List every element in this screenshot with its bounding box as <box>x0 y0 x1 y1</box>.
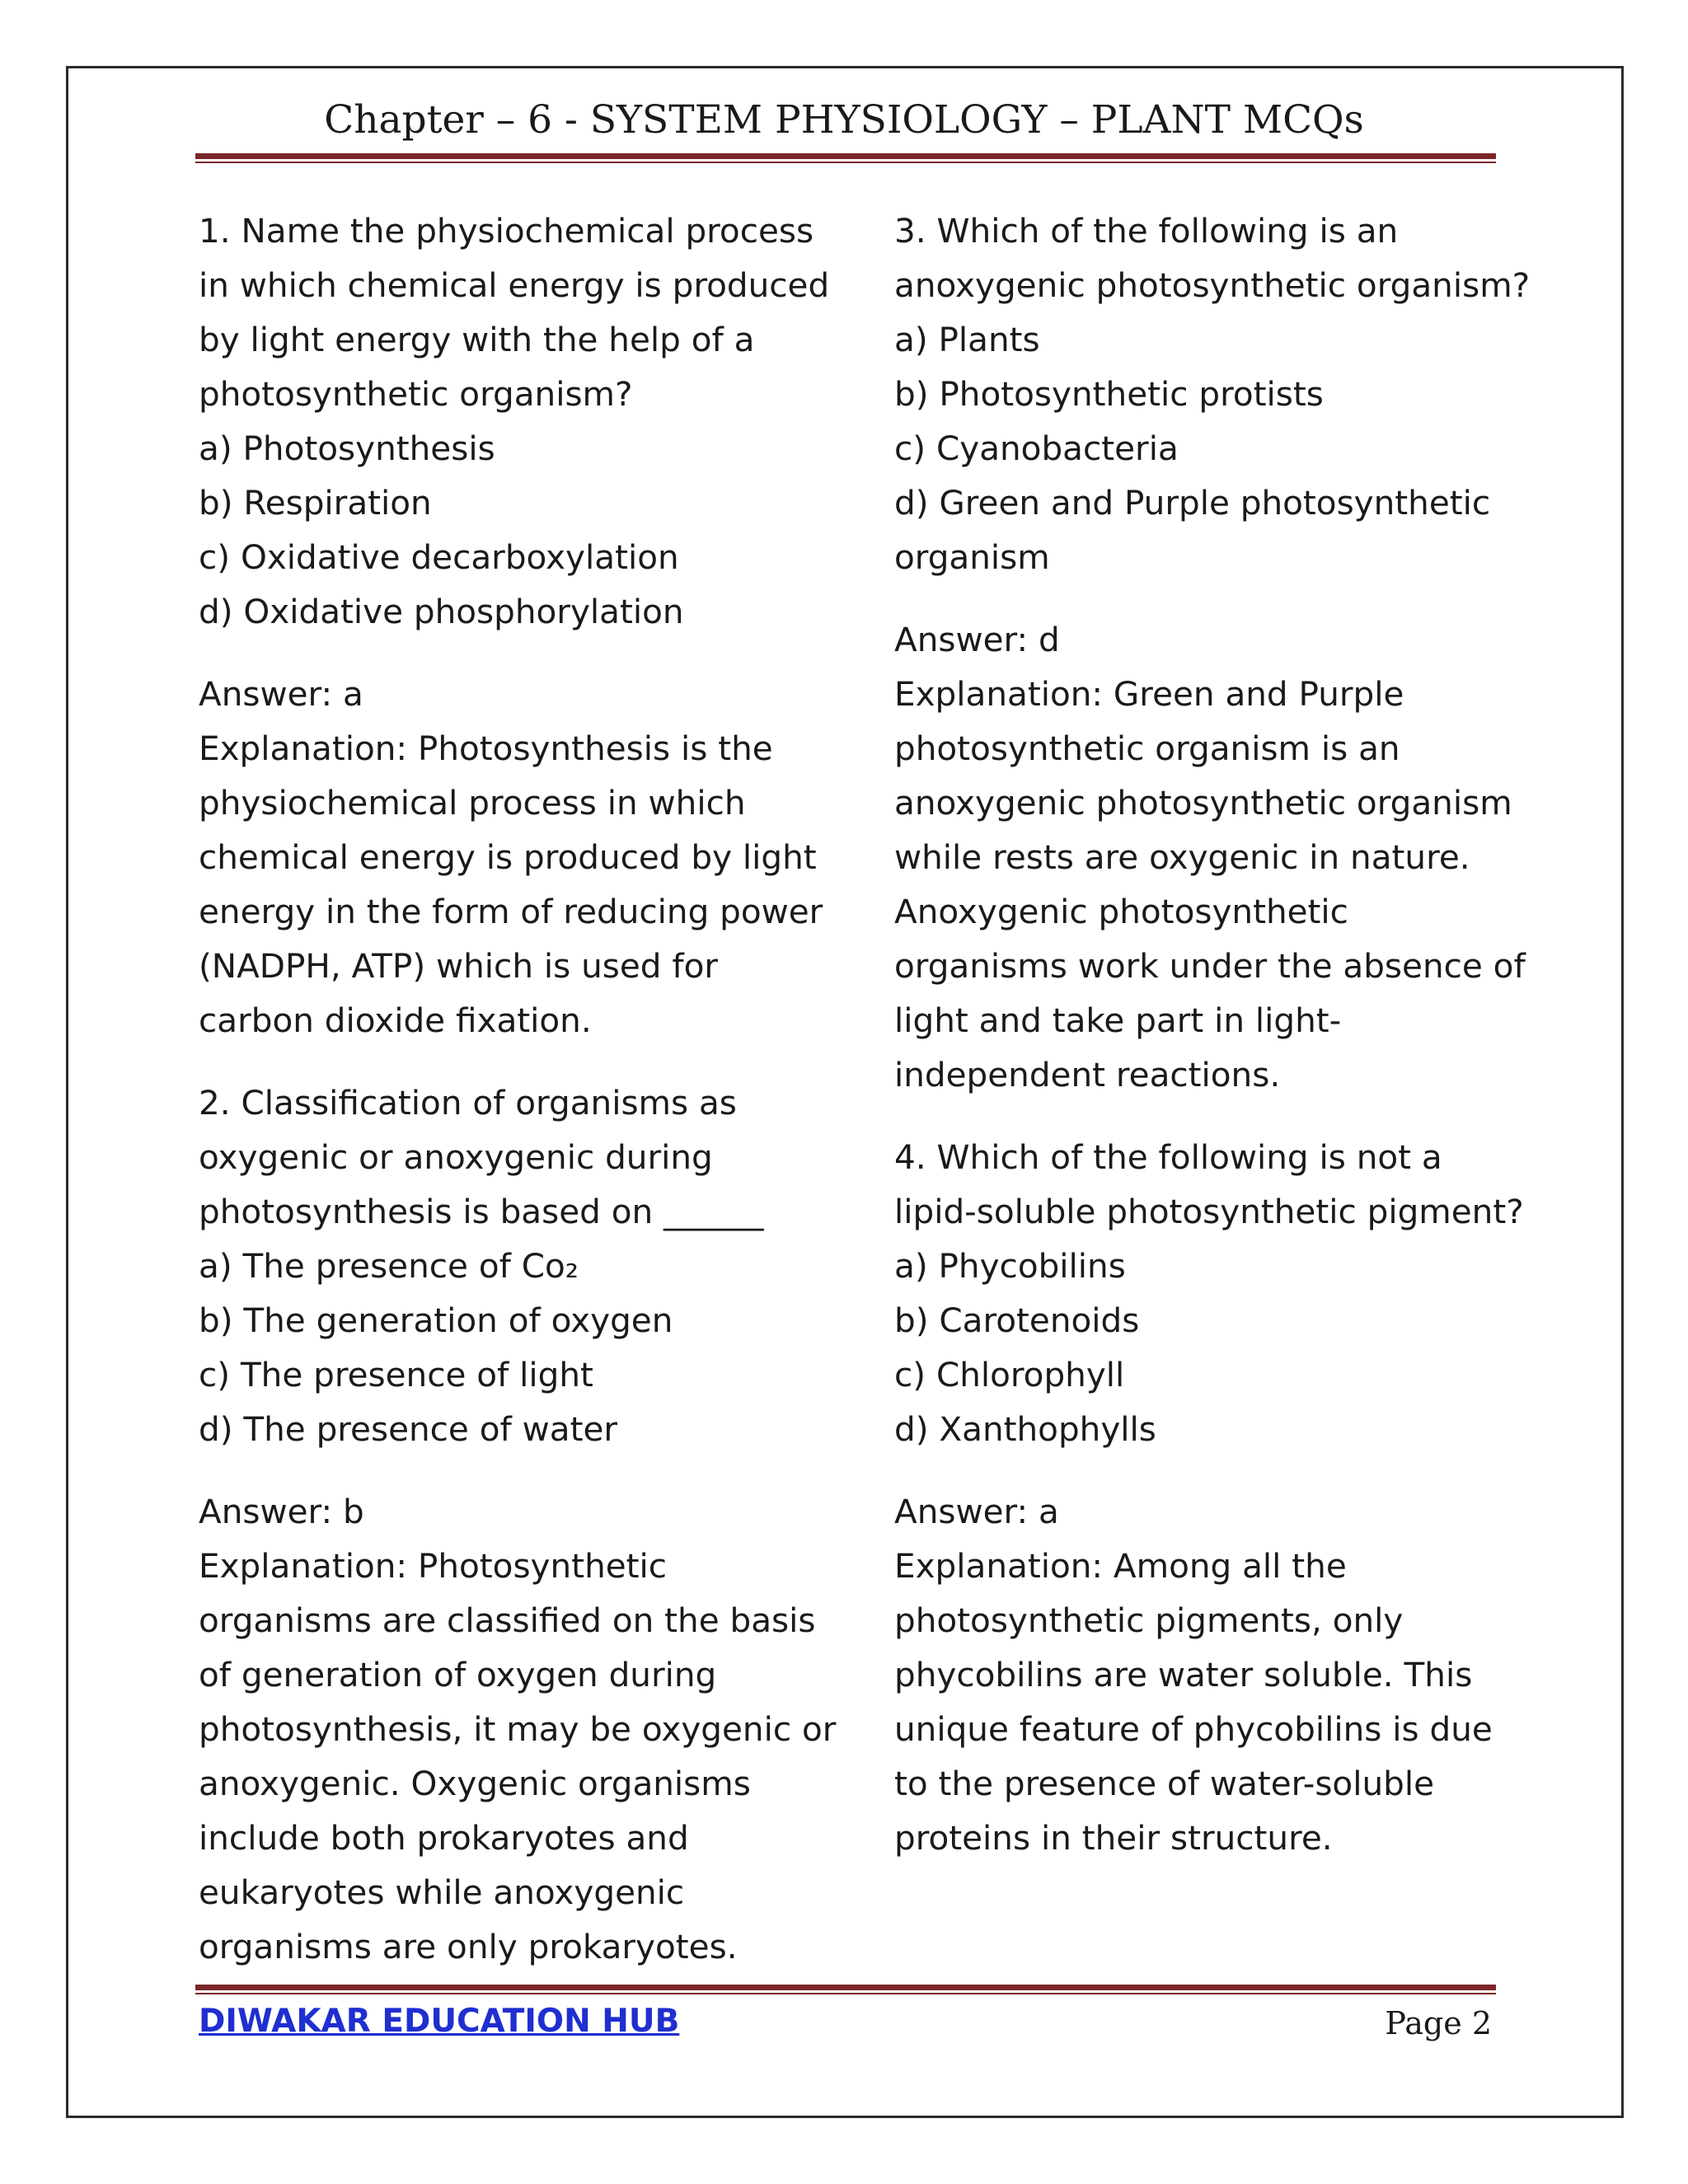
page-number: Page 2 <box>1385 2005 1492 2041</box>
question-text: by light energy with the help of a <box>199 320 755 359</box>
option: c) Chlorophyll <box>894 1355 1125 1394</box>
explanation-line: eukaryotes while anoxygenic <box>199 1872 685 1912</box>
question-text: 3. Which of the following is an <box>894 211 1399 251</box>
option: d) Xanthophylls <box>894 1409 1156 1449</box>
explanation-line: Anoxygenic photosynthetic <box>894 892 1348 931</box>
answer: Answer: b <box>199 1492 364 1531</box>
explanation-line: independent reactions. <box>894 1055 1281 1094</box>
explanation-line: photosynthesis, it may be oxygenic or <box>199 1709 837 1749</box>
explanation-line: photosynthetic organism is an <box>894 729 1400 768</box>
option: d) Oxidative phosphorylation <box>199 592 684 631</box>
option: b) The generation of oxygen <box>199 1301 673 1340</box>
right-column <box>894 204 1531 1865</box>
explanation-line: anoxygenic. Oxygenic organisms <box>199 1764 751 1803</box>
question-text: photosynthesis is based on ______ <box>199 1192 764 1231</box>
question-text: photosynthetic organism? <box>199 374 633 414</box>
explanation-line: organisms are only prokaryotes. <box>199 1927 738 1966</box>
option: a) Plants <box>894 320 1040 359</box>
explanation-line: light and take part in light- <box>894 1001 1342 1040</box>
question-text: lipid-soluble photosynthetic pigment? <box>894 1192 1524 1231</box>
question-text: anoxygenic photosynthetic organism? <box>894 265 1531 305</box>
explanation-line: physiochemical process in which <box>199 783 746 823</box>
explanation-line: carbon dioxide fixation. <box>199 1001 592 1040</box>
question-text: 2. Classification of organisms as <box>199 1083 737 1122</box>
explanation-line: of generation of oxygen during <box>199 1655 717 1694</box>
option: b) Photosynthetic protists <box>894 374 1324 414</box>
explanation-line: include both prokaryotes and <box>199 1818 689 1858</box>
answer: Answer: a <box>199 674 363 714</box>
footer-brand-link[interactable]: DIWAKAR EDUCATION HUB <box>199 2003 680 2040</box>
question-1 <box>199 204 830 1047</box>
option: c) Cyanobacteria <box>894 429 1179 468</box>
question-4 <box>894 1130 1524 1865</box>
answer: Answer: d <box>894 620 1060 659</box>
option: d) The presence of water <box>199 1409 618 1449</box>
question-2 <box>199 1076 837 1974</box>
option: organism <box>894 537 1050 577</box>
header-rule <box>195 153 1496 163</box>
explanation-line: to the presence of water-soluble <box>894 1764 1435 1803</box>
option: a) Photosynthesis <box>199 429 495 468</box>
explanation-line: chemical energy is produced by light <box>199 837 817 877</box>
option: b) Carotenoids <box>894 1301 1140 1340</box>
option: c) Oxidative decarboxylation <box>199 537 679 577</box>
footer-rule <box>195 1985 1496 1994</box>
option: d) Green and Purple photosynthetic <box>894 483 1491 523</box>
explanation-line: Explanation: Photosynthesis is the <box>199 729 773 768</box>
question-3 <box>894 204 1531 1102</box>
left-column <box>199 204 837 1974</box>
explanation-line: (NADPH, ATP) which is used for <box>199 946 719 986</box>
option: c) The presence of light <box>199 1355 593 1394</box>
page-title: Chapter – 6 - SYSTEM PHYSIOLOGY – PLANT MCQs <box>324 97 1364 143</box>
option: b) Respiration <box>199 483 432 523</box>
explanation-line: Explanation: Photosynthetic <box>199 1546 668 1586</box>
explanation-line: energy in the form of reducing power <box>199 892 823 931</box>
explanation-line: organisms work under the absence of <box>894 946 1526 986</box>
question-text: 1. Name the physiochemical process <box>199 211 814 251</box>
explanation-line: proteins in their structure. <box>894 1818 1333 1858</box>
question-text: 4. Which of the following is not a <box>894 1137 1442 1177</box>
explanation-line: organisms are classified on the basis <box>199 1601 816 1640</box>
question-text: in which chemical energy is produced <box>199 265 830 305</box>
explanation-line: phycobilins are water soluble. This <box>894 1655 1473 1694</box>
question-text: oxygenic or anoxygenic during <box>199 1137 713 1177</box>
explanation-line: photosynthetic pigments, only <box>894 1601 1404 1640</box>
explanation-line: unique feature of phycobilins is due <box>894 1709 1493 1749</box>
answer: Answer: a <box>894 1492 1059 1531</box>
explanation-line: while rests are oxygenic in nature. <box>894 837 1470 877</box>
option: a) The presence of Co₂ <box>199 1246 579 1286</box>
explanation-line: Explanation: Green and Purple <box>894 674 1404 714</box>
explanation-line: Explanation: Among all the <box>894 1546 1347 1586</box>
explanation-line: anoxygenic photosynthetic organism <box>894 783 1512 823</box>
option: a) Phycobilins <box>894 1246 1126 1286</box>
